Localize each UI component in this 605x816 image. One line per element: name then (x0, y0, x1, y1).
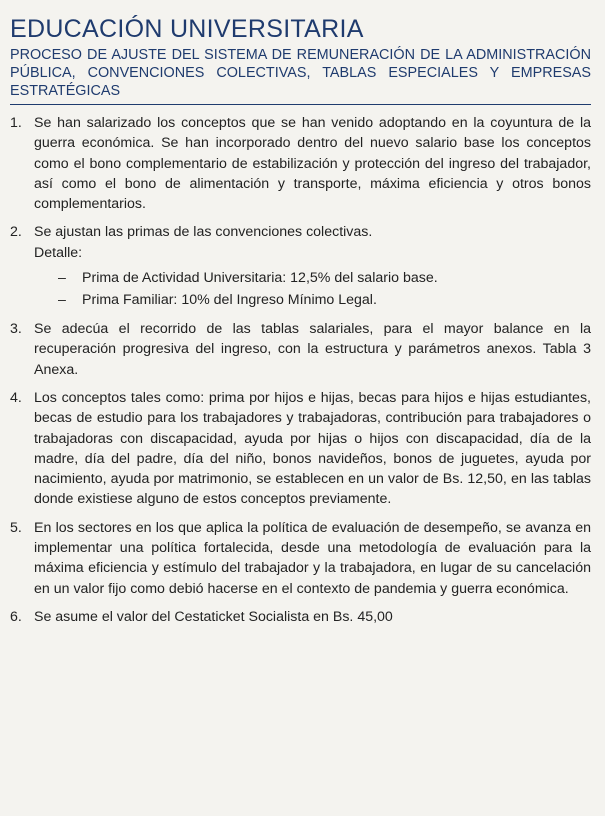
item-number: 5. (10, 519, 22, 536)
item-text: Se ajustan las primas de las convenciones colectivas. (34, 224, 373, 241)
item-text: Se adecúa el recorrido de las tablas salariales, para el mayor balance en la recuperación progresiva del ingreso, con la estructura y parámetros anexos. Tabla 3 Anexa. (34, 321, 591, 378)
item-number: 6. (10, 608, 22, 625)
detail-item (58, 289, 591, 311)
list-item-1 (10, 113, 591, 214)
item-text: Se han salarizado los conceptos que se han venido adoptando en la coyuntura de la guerra económica. Se han incorporado dentro del nuevo salario base los conceptos como el bono complementario de estabilización y protección del ingreso del trabajador, así como el bono de alimentación y transporte, máxima eficiencia y otros bonos complementarios. (34, 115, 591, 213)
item-number: 1. (10, 115, 22, 131)
list-item-5 (10, 518, 591, 599)
dash-bullet: – (58, 292, 66, 309)
list-item-2 (10, 222, 591, 311)
item-text: Se asume el valor del Cestaticket Socialista en Bs. 45,00 (34, 608, 393, 625)
detail-item-text: Prima Familiar: 10% del Ingreso Mínimo Legal. (82, 292, 377, 309)
item-number: 4. (10, 389, 22, 406)
item-number: 2. (10, 224, 22, 241)
item-number: 3. (10, 321, 22, 338)
title-divider (10, 104, 591, 105)
item-text: Los conceptos tales como: prima por hijos e hijas, becas para hijos e hijas estudiantes, becas de estudio para los trabajadores y trabajadoras, contribución para trabajadores o trabajadoras con discapacidad, ayuda por hijas o hijos con discapacidad, día de la madre, día del padre, día del niño, bonos navideños, bonos de juguetes, ayuda por nacimiento, ayuda por matrimonio, se establecen en un valor de Bs. 12,50, en las tablas donde existiese alguno de estos conceptos previamente. (34, 389, 591, 508)
list-item-3 (10, 319, 591, 380)
detail-item (58, 267, 591, 289)
list-item-6 (10, 607, 591, 627)
detail-label: Detalle: (34, 244, 83, 261)
detail-list (58, 267, 591, 311)
dash-bullet: – (58, 270, 66, 287)
item-text: En los sectores en los que aplica la política de evaluación de desempeño, se avanza en implementar una política fortalecida, desde una metodología de evaluación para la máxima eficiencia y estímulo del trabajador y la trabajadora, en lugar de su cancelación en un valor fijo como debió hacerse en el contexto de pandemia y guerra económica. (34, 519, 591, 597)
page-subtitle: PROCESO DE AJUSTE DEL SISTEMA DE REMUNERACIÓN DE LA ADMINISTRACIÓN PÚBLICA, CONVENCIONES COLECTIVAS, TABLAS ESPECIALES Y EMPRESAS ESTRATÉGICAS (10, 47, 591, 99)
page-title: EDUCACIÓN UNIVERSITARIA (10, 15, 364, 43)
list-item-4 (10, 388, 591, 510)
numbered-list (10, 113, 591, 627)
detail-item-text: Prima de Actividad Universitaria: 12,5% del salario base. (82, 270, 438, 287)
